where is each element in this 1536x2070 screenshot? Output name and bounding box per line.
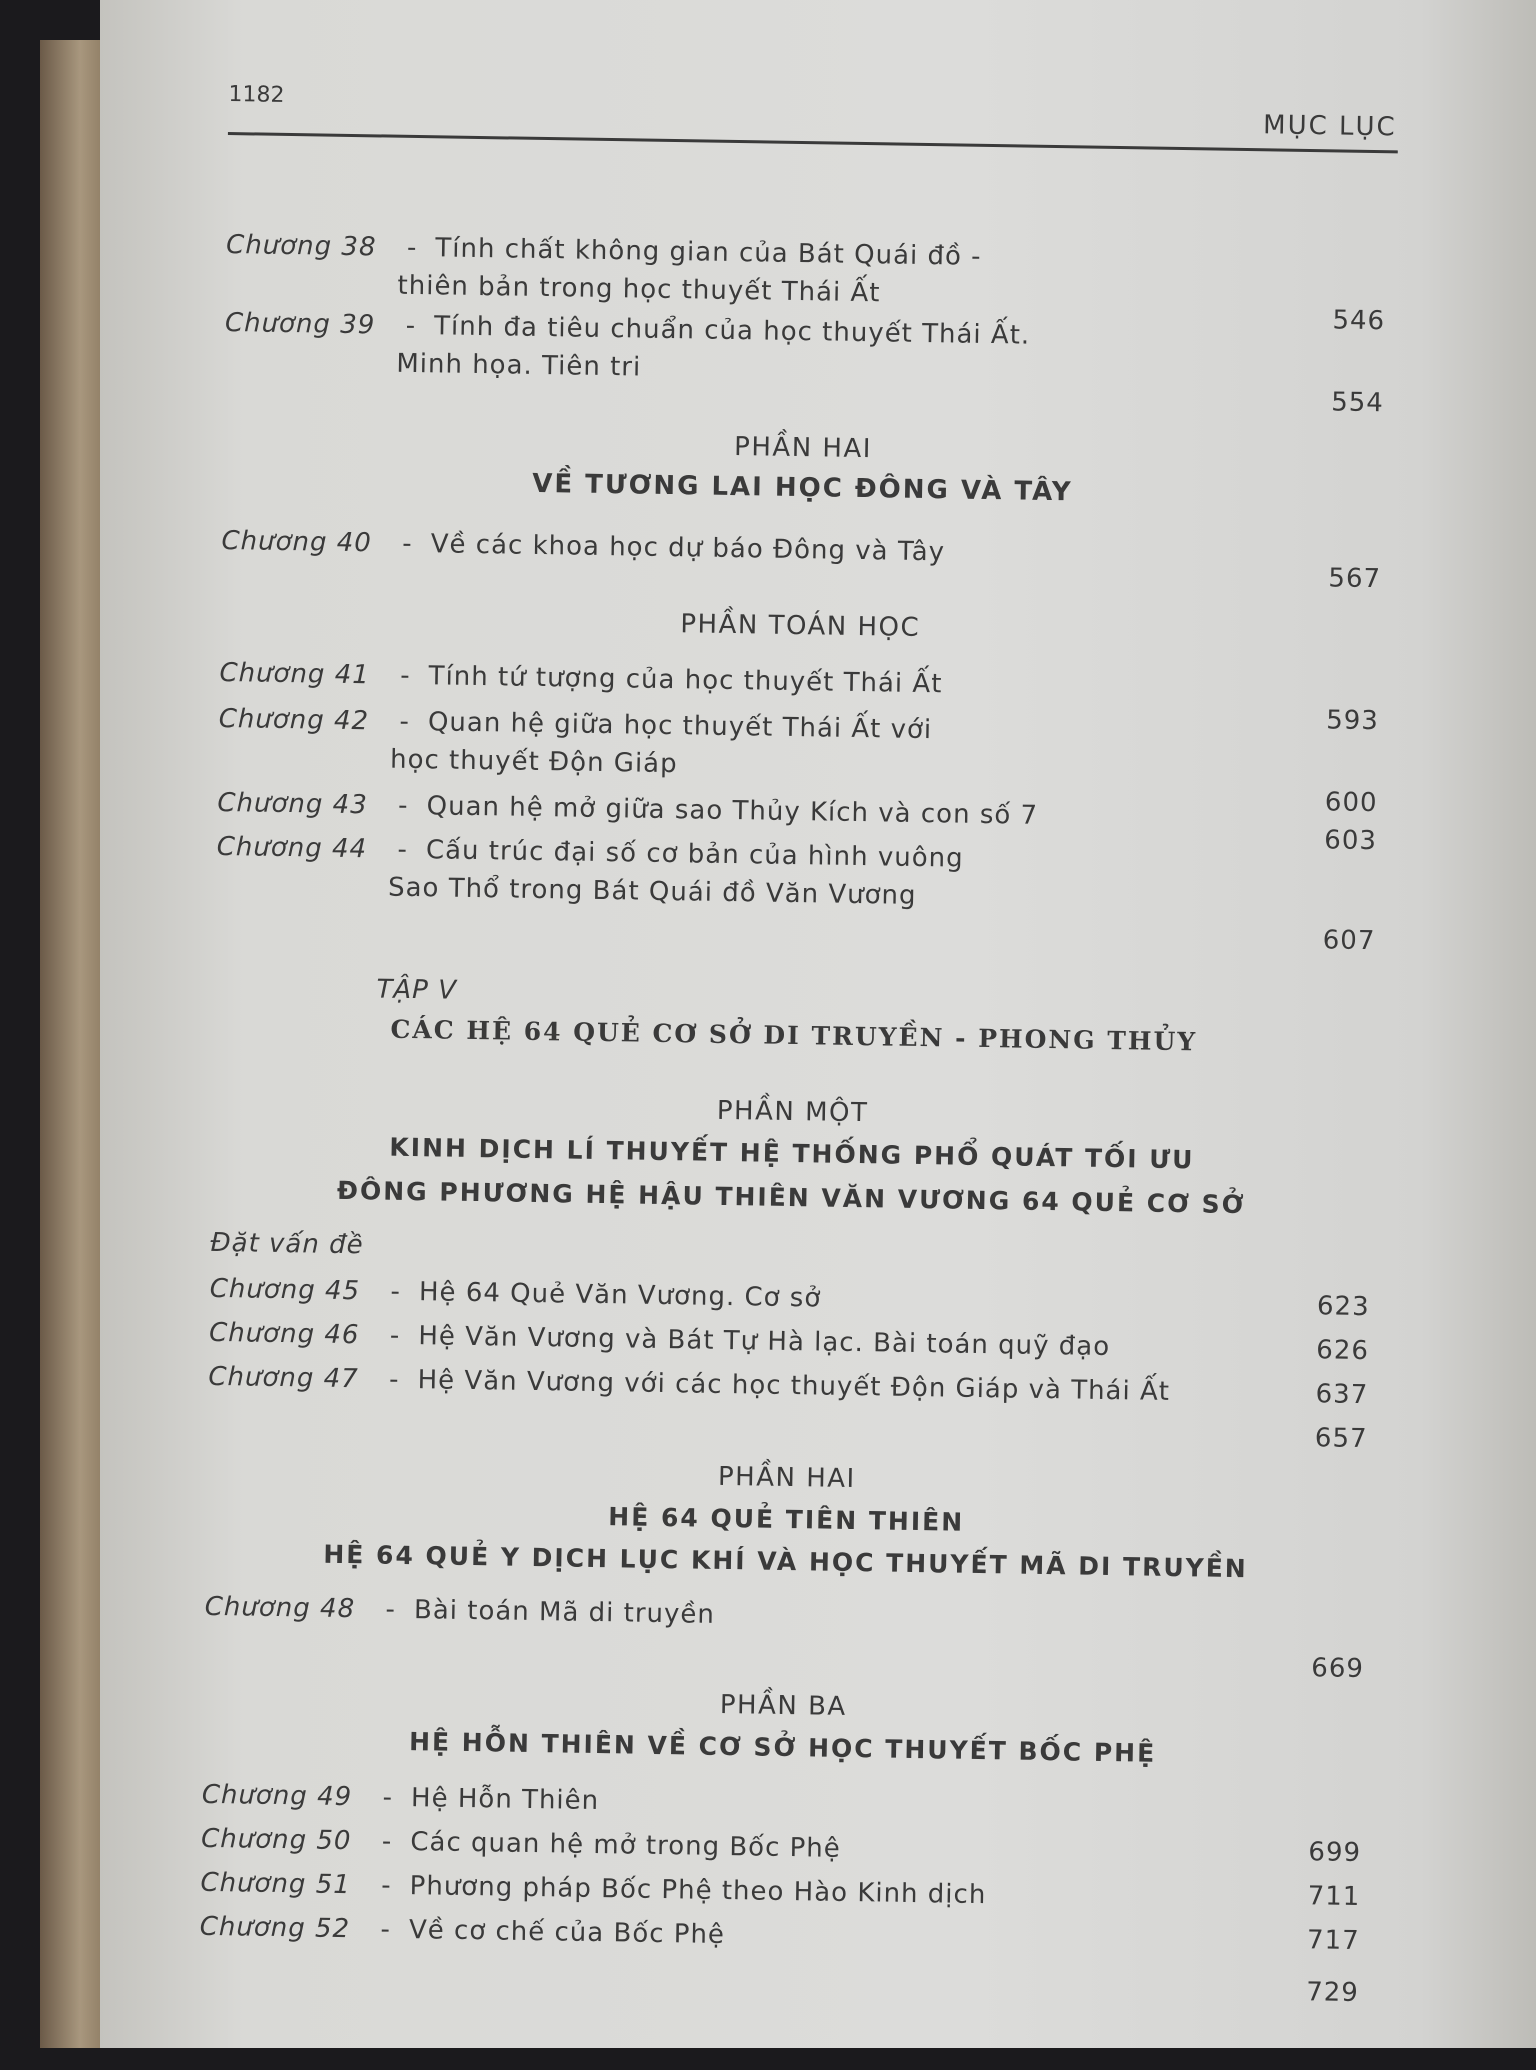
page-ref: 626 [1316, 1335, 1370, 1367]
page-ref: 699 [1308, 1837, 1362, 1869]
page-ref: 657 [1314, 1423, 1368, 1455]
toc-entry: Chương 42 - Quan hệ giữa học thuyết Thái Ất với [218, 703, 933, 746]
chapter-title: Hệ Văn Vương với các học thuyết Độn Giáp và Thái Ất [417, 1365, 1171, 1407]
chapter-title-continued: Minh họa. Tiên tri [396, 348, 642, 383]
page-ref: 711 [1307, 1881, 1361, 1913]
toc-entry: Chương 41 - Tính tứ tượng của học thuyết Thái Ất 593 [219, 657, 1380, 737]
chapter-title: Hệ Văn Vương và Bát Tự Hà lạc. Bài toán quỹ đạo [418, 1321, 1111, 1363]
volume-title: CÁC HỆ 64 QUẺ CƠ SỞ DI TRUYỀN - PHONG THỦY [390, 1014, 1198, 1057]
chapter-title: Hệ 64 Quẻ Văn Vương. Cơ sở [418, 1277, 822, 1314]
chapter-title: Hệ Hỗn Thiên [410, 1783, 600, 1817]
chapter-label: Chương 42 [218, 703, 370, 737]
volume-label: TẬP V [376, 974, 458, 1006]
page-ref: 600 [1324, 787, 1378, 819]
section-title: VỀ TƯƠNG LAI HỌC ĐÔNG VÀ TÂY [531, 468, 1073, 508]
chapter-label: Chương 52 [199, 1911, 351, 1945]
chapter-label: Chương 47 [208, 1361, 359, 1395]
page-number: 1182 [228, 82, 285, 108]
page-ref: 603 [1324, 825, 1378, 857]
page-ref: 546 [1332, 305, 1386, 337]
section-title: HỆ 64 QUẺ TIÊN THIÊN [608, 1502, 965, 1537]
page-ref: 554 [1330, 387, 1385, 419]
chapter-label: Chương 39 [224, 308, 376, 341]
chapter-title-continued: thiên bản trong học thuyết Thái Ất [397, 270, 881, 309]
chapter-label: Chương 48 [204, 1591, 356, 1625]
chapter-title: Các quan hệ mở trong Bốc Phệ [410, 1827, 842, 1864]
page-ref: 637 [1315, 1379, 1369, 1411]
chapter-title: Cấu trúc đại số cơ bản của hình vuông [425, 835, 964, 874]
header-rule [228, 132, 1398, 153]
toc-entry: Chương 38 - Tính chất không gian của Bát Quái đồ - [225, 230, 982, 272]
chapter-title: Về các khoa học dự báo Đông và Tây [430, 529, 946, 568]
chapter-title: Tính tứ tượng của học thuyết Thái Ất [428, 661, 943, 700]
toc-entry: Chương 46 - Hệ Văn Vương và Bát Tự Hà lạc. Bài toán quỹ đạo 626 [208, 1317, 1370, 1367]
section-label: PHẦN HAI [733, 432, 873, 465]
chapter-title: Phương pháp Bốc Phệ theo Hào Kinh dịch [409, 1871, 987, 1911]
page-ref: 729 [1305, 1977, 1360, 2009]
page-ref: 623 [1316, 1291, 1370, 1323]
chapter-title: Quan hệ mở giữa sao Thủy Kích và con số 7 [426, 791, 1039, 831]
chapter-label: Chương 41 [219, 657, 371, 691]
toc-entry: Chương 49 - Hệ Hỗn Thiên 699 [201, 1779, 1362, 1869]
chapter-label: Chương 44 [216, 831, 368, 865]
section-label: PHẦN TOÁN HỌC [680, 609, 921, 643]
toc-entry [208, 1406, 1368, 1455]
chapter-label: Chương 49 [201, 1779, 353, 1813]
book-page [100, 0, 1536, 2048]
chapter-title-continued: Sao Thổ trong Bát Quái đồ Văn Vương [387, 872, 917, 911]
page-ref: 593 [1325, 705, 1380, 737]
toc-entry: Chương 40 - Về các khoa học dự báo Đông và Tây 567 [221, 525, 1382, 595]
page-ref: 717 [1306, 1925, 1360, 1957]
chapter-label: Chương 40 [221, 525, 373, 559]
chapter-title: Tính đa tiêu chuẩn của học thuyết Thái Ất. [433, 311, 1031, 351]
chapter-title-continued: học thuyết Độn Giáp [389, 744, 678, 780]
toc-entry: Chương 51 - Phương pháp Bốc Phệ theo Hào Kinh dịch 717 [200, 1867, 1360, 1957]
toc-entry: Chương 47 - Hệ Văn Vương với các học thuyết Độn Giáp và Thái Ất 637 [208, 1361, 1369, 1411]
chapter-label: Chương 51 [200, 1867, 352, 1901]
chapter-label: Chương 45 [209, 1273, 361, 1307]
chapter-title: Về cơ chế của Bốc Phệ [408, 1915, 726, 1951]
page-ref: 669 [1311, 1653, 1365, 1685]
section-title: HỆ 64 QUẺ Y DỊCH LỤC KHÍ VÀ HỌC THUYẾT MÃ DI TRUYỀN [323, 1539, 1248, 1584]
section-label: PHẦN MỘT [716, 1095, 869, 1129]
chapter-label: Chương 50 [200, 1823, 352, 1857]
chapter-label: Chương 43 [217, 787, 368, 821]
chapter-title: Quan hệ giữa học thuyết Thái Ất với [427, 707, 933, 746]
section-label: PHẦN HAI [717, 1461, 856, 1495]
section-title: ĐÔNG PHƯƠNG HỆ HẬU THIÊN VĂN VƯƠNG 64 QUẺ CƠ SỞ [336, 1175, 1246, 1220]
toc-entry: Chương 48 - Bài toán Mã di truyền 669 [204, 1591, 1365, 1685]
chapter-title: Bài toán Mã di truyền [413, 1595, 716, 1630]
toc-entry: Chương 44 - Cấu trúc đại số cơ bản của hình vuông [216, 831, 964, 874]
section-title: HỆ HỖN THIÊN VỀ CƠ SỞ HỌC THUYẾT BỐC PHỆ [408, 1727, 1157, 1768]
page-ref: 607 [1322, 925, 1376, 957]
toc-entry: Chương 39 - Tính đa tiêu chuẩn của học thuyết Thái Ất. [224, 308, 1031, 351]
intro-entry: Đặt vấn đề [210, 1227, 364, 1261]
chapter-title: Tính chất không gian của Bát Quái đồ - [435, 233, 982, 272]
section-label: PHẦN BA [719, 1689, 847, 1722]
toc-entry: Chương 45 - Hệ 64 Quẻ Văn Vương. Cơ sở 623 [209, 1273, 1370, 1323]
toc-content [68, 0, 1536, 2070]
toc-entry: Chương 52 - Về cơ chế của Bốc Phệ 729 [199, 1911, 1360, 2009]
section-title: KINH DỊCH LÍ THUYẾT HỆ THỐNG PHỔ QUÁT TỐI ƯU [389, 1132, 1195, 1175]
chapter-label: Chương 38 [225, 230, 377, 263]
chapter-label: Chương 46 [208, 1317, 360, 1351]
toc-entry: Chương 50 - Các quan hệ mở trong Bốc Phệ 711 [200, 1823, 1361, 1913]
page-ref: 567 [1328, 563, 1382, 595]
toc-entry: Chương 43 - Quan hệ mở giữa sao Thủy Kích và con số 7 603 [217, 787, 1378, 857]
running-header-title: MỤC LỤC [1262, 110, 1397, 143]
